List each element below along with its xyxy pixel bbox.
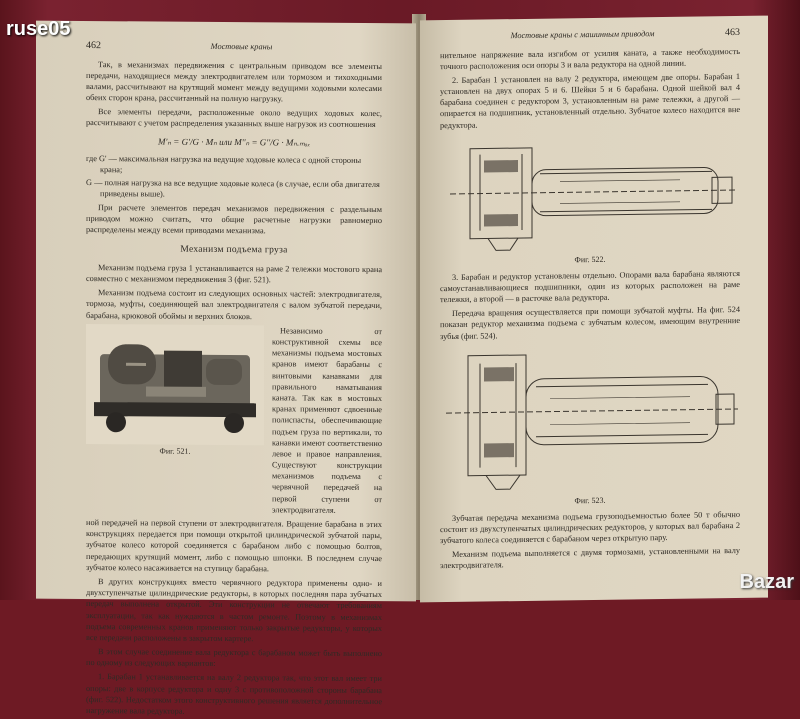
paragraph: Зубчатая передача механизма подъема грузоподъемностью более 50 т обычно состоит из двухступенчатых цилиндрических редукторов, у которых вал барабана 2 зубчатого колеса соединяется с барабаном через открытую пару. [440,508,740,546]
figure-caption: Фиг. 521. [86,446,264,458]
paragraph: нительное напряжение вала изгибом от усилия каната, а также необходимость точного расположения оси опоры 3 и вала редуктора на одной линии. [440,45,740,72]
figure-caption: Фиг. 523. [440,494,740,509]
paragraph: 1. Барабан 1 устанавливается на валу 2 редуктора так, что этот вал имеет три опоры: две в корпусе редуктора и одну 3 с противоположной стороны барабана (фиг. 522). Недостатком этого конструктивного решения является дополнительное нагружение вала редуктора. [86,671,382,718]
figure-523 [440,342,740,509]
section-title: Механизм подъема груза [86,243,382,258]
left-page-number: 462 [86,39,101,53]
paragraph: Передача вращения осуществляется при помощи зубчатой муфты. На фиг. 524 показан редуктор механизма подъема с зубчатым колесом, имеющим внутренние зубья (фиг. 524). [440,304,740,342]
figure-521-block [86,324,382,519]
left-page-content [36,56,416,718]
figure-522 [440,131,740,268]
right-page [420,16,768,603]
right-page-number: 463 [725,26,740,40]
paragraph: Независимо от конструктивной схемы все механизмы подъема мостовых кранов имеют барабаны с винтовыми канавками для правильного наматывания каната. Так как в мостовых кранах применяют сдвоенные полиспасты, обеспечивающие подъем груза по вертикали, то канавки имеют соответственно левое и правое направления. Существуют конструкции механизмов подъема с червячной передачей на первой ступени от электродвигателя. [272,325,382,516]
paragraph: Механизм подъема выполняется с двумя тормозами, установленными на валу электродвигателя. [440,545,740,572]
formula-explanation: где G' — максимальная нагрузка на ведущие ходовые колеса с одной стороны крана; [86,153,382,177]
seller-watermark: ruse05 [6,18,71,41]
marketplace-watermark: Bazar [740,571,794,594]
left-running-title: Мостовые краны [211,41,273,53]
figure-caption: Фиг. 522. [440,253,740,268]
paragraph: Все элементы передачи, расположенные около ведущих ходовых колес, рассчитывают с учетом распределения указанных выше нагрузок из соотношения [86,106,382,130]
paragraph: При расчете элементов передач механизмов передвижения с раздельным приводом можно считать, что общие расчетные нагрузки равномерно распределены между всеми приводами механизма. [86,202,382,238]
paragraph: Так, в механизмах передвижения с центральным приводом все элементы передачи, находящиеся между электродвигателем или тормозом и тихоходными валами, рассчитывают на крутящий момент между ведущими ходовыми колесами обеих сторон крана, рассчитанный на полную нагрузку. [86,59,382,106]
figure-521 [86,324,264,518]
formula-explanation: G — полная нагрузка на все ведущие ходовые колеса (в случае, если оба двигателя приведены выше). [86,177,382,201]
right-page-content [420,43,768,572]
left-running-head [36,21,416,59]
paragraph: В этом случае соединение вала редуктора с барабаном может быть выполнено по одному из следующих вариантов: [86,646,382,670]
paragraph: 3. Барабан и редуктор установлены отдельно. Опорами вала барабана являются самоустанавливающиеся подшипники, один из которых расположен на раме тележки, а второй — в расточке вала редуктора. [440,268,740,306]
drum-drawing-523 [440,342,740,496]
paragraph: Механизм подъема состоит из следующих основных частей: электродвигателя, тормоза, муфты, соединяющей вал электродвигателя с валом зубчатой передачи, барабана, крюковой обоймы и верхних блоков. [86,287,382,323]
right-running-title: Мостовые краны с машинным приводом [511,28,655,41]
paragraph: 2. Барабан 1 установлен на валу 2 редуктора, имеющем две опоры. Барабан 1 установлен на двух опорах 5 и 6. Шейки 5 и 6 барабана. Одной шейкой вал 4 барабана соединен с редуктором 3, установленным на раме тележки, а другой — опирается на подшипник, установленный отдельно. Зубчатое колесо находится вне редуктора. [440,71,740,131]
paragraph: ной передачей на первой ступени от электродвигателя. Вращение барабана в этих конструкциях передается при помощи открытой цилиндрической зубчатой пары, зубчатое колесо которой соединяется с барабаном либо с помощью болтов, передающих крутящий момент, либо с помощью шпонки. В последнем случае зубчатое колесо насаживается на ступицу барабана. [86,517,382,575]
paragraph: В других конструкциях вместо червячного редуктора применены одно- и двухступенчатые цилиндрические редукторы, в которых последняя пара зубчатых передач выполнена открытой. Эти конструкции не отвечают требованиям эксплуатации, так как нуждаются в частом ремонте. Поэтому в механизмах подъема современных кранов применяют только закрытые редукторы, у которых все передачи расположены в закрытом картере. [86,576,382,645]
left-page [36,21,416,602]
paragraph: Механизм подъема груза 1 устанавливается на раме 2 тележки мостового крана совместно с механизмом передвижения 3 (фиг. 521). [86,262,382,286]
figure-side-text [272,325,382,519]
drum-drawing-522 [440,131,740,255]
trolley-photo [86,324,264,445]
moment-formula: M'ₙ = G'/G · Mₙ или M''ₙ = G''/G · Mₙ.ₘₐₓ [86,135,382,149]
